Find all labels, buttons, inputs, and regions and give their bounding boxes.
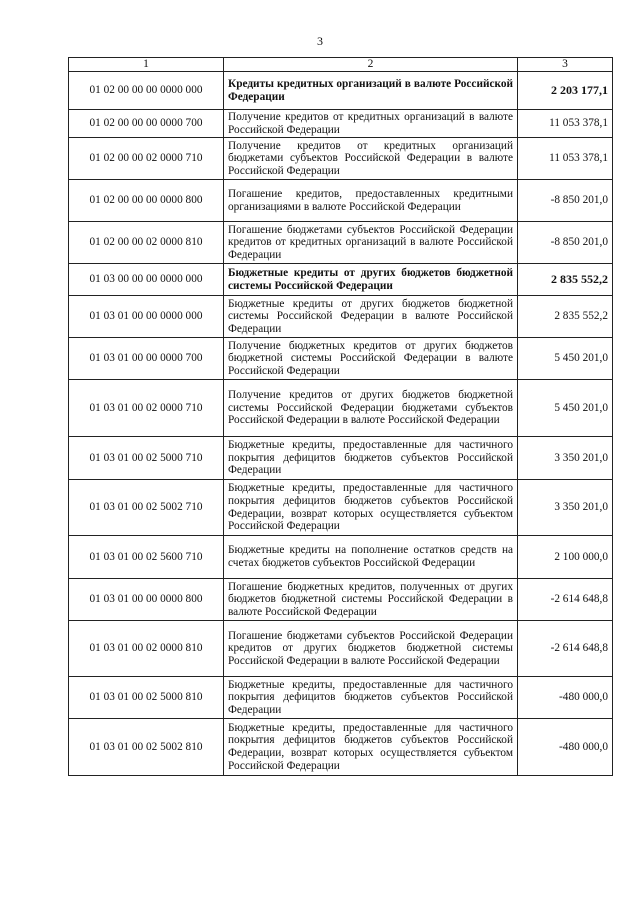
table-row xyxy=(69,222,613,264)
table-row xyxy=(69,264,613,296)
amount-cell: 11 053 378,1 xyxy=(518,110,613,138)
amount-cell: 2 835 552,2 xyxy=(518,296,613,338)
description-cell: Получение кредитов от других бюджетов бюджетной системы Российской Федерации бюджетами субъектов Российской Федерации в валюте Российской Федерации xyxy=(224,380,518,437)
amount-cell: 2 100 000,0 xyxy=(518,536,613,579)
amount-cell: 11 053 378,1 xyxy=(518,138,613,180)
table-row xyxy=(69,110,613,138)
budget-code-cell: 01 03 01 00 00 0000 000 xyxy=(69,296,224,338)
table-row xyxy=(69,338,613,380)
description-cell: Погашение бюджетами субъектов Российской Федерации кредитов от кредитных организаций в валюте Российской Федерации xyxy=(224,222,518,264)
table-row xyxy=(69,437,613,480)
amount-cell: -480 000,0 xyxy=(518,719,613,776)
amount-cell: -480 000,0 xyxy=(518,677,613,719)
table-row xyxy=(69,621,613,677)
table-row xyxy=(69,579,613,621)
description-cell: Погашение бюджетных кредитов, полученных от других бюджетов бюджетной системы Российской Федерации в валюте Российской Федерации xyxy=(224,579,518,621)
amount-cell: 3 350 201,0 xyxy=(518,437,613,480)
budget-code-cell: 01 03 01 00 00 0000 700 xyxy=(69,338,224,380)
budget-code-cell: 01 03 01 00 02 0000 710 xyxy=(69,380,224,437)
budget-code-cell: 01 03 00 00 00 0000 000 xyxy=(69,264,224,296)
header-col-3: 3 xyxy=(518,58,613,72)
amount-cell: -8 850 201,0 xyxy=(518,180,613,222)
budget-code-cell: 01 02 00 00 02 0000 810 xyxy=(69,222,224,264)
table-header xyxy=(69,58,613,72)
table-row xyxy=(69,380,613,437)
description-cell: Кредиты кредитных организаций в валюте Российской Федерации xyxy=(224,72,518,110)
amount-cell: -2 614 648,8 xyxy=(518,621,613,677)
description-cell: Получение бюджетных кредитов от других бюджетов бюджетной системы Российской Федерации в валюте Российской Федерации xyxy=(224,338,518,380)
amount-cell: 5 450 201,0 xyxy=(518,380,613,437)
description-cell: Бюджетные кредиты, предоставленные для частичного покрытия дефицитов бюджетов субъектов Российской Федерации, возврат которых осуществляется субъектом Российской Федерации xyxy=(224,719,518,776)
amount-cell: -8 850 201,0 xyxy=(518,222,613,264)
budget-code-cell: 01 02 00 00 02 0000 710 xyxy=(69,138,224,180)
amount-cell: -2 614 648,8 xyxy=(518,579,613,621)
table-row xyxy=(69,72,613,110)
table-row xyxy=(69,180,613,222)
amount-cell: 3 350 201,0 xyxy=(518,480,613,536)
description-cell: Получение кредитов от кредитных организаций бюджетами субъектов Российской Федерации в валюте Российской Федерации xyxy=(224,138,518,180)
budget-code-cell: 01 03 01 00 02 5000 810 xyxy=(69,677,224,719)
table-row xyxy=(69,138,613,180)
description-cell: Бюджетные кредиты от других бюджетов бюджетной системы Российской Федерации в валюте Российской Федерации xyxy=(224,296,518,338)
description-cell: Бюджетные кредиты, предоставленные для частичного покрытия дефицитов бюджетов субъектов Российской Федерации xyxy=(224,437,518,480)
table-row xyxy=(69,480,613,536)
table-row xyxy=(69,677,613,719)
header-col-2: 2 xyxy=(224,58,518,72)
description-cell: Бюджетные кредиты, предоставленные для частичного покрытия дефицитов бюджетов субъектов Российской Федерации, возврат которых осуществляется субъектом Российской Федерации xyxy=(224,480,518,536)
budget-code-cell: 01 03 01 00 02 5002 810 xyxy=(69,719,224,776)
budget-code-cell: 01 03 01 00 02 5002 710 xyxy=(69,480,224,536)
description-cell: Бюджетные кредиты на пополнение остатков средств на счетах бюджетов субъектов Российской Федерации xyxy=(224,536,518,579)
budget-code-cell: 01 03 01 00 02 5000 710 xyxy=(69,437,224,480)
budget-code-cell: 01 02 00 00 00 0000 800 xyxy=(69,180,224,222)
description-cell: Погашение бюджетами субъектов Российской Федерации кредитов от других бюджетов бюджетной системы Российской Федерации в валюте Российской Федерации xyxy=(224,621,518,677)
table-row xyxy=(69,296,613,338)
table-row xyxy=(69,719,613,776)
page-number: 3 xyxy=(317,34,323,48)
budget-code-cell: 01 03 01 00 02 5600 710 xyxy=(69,536,224,579)
budget-code-cell: 01 02 00 00 00 0000 000 xyxy=(69,72,224,110)
amount-cell: 2 835 552,2 xyxy=(518,264,613,296)
description-cell: Бюджетные кредиты от других бюджетов бюджетной системы Российской Федерации xyxy=(224,264,518,296)
budget-code-cell: 01 03 01 00 02 0000 810 xyxy=(69,621,224,677)
description-cell: Бюджетные кредиты, предоставленные для частичного покрытия дефицитов бюджетов субъектов Российской Федерации xyxy=(224,677,518,719)
amount-cell: 5 450 201,0 xyxy=(518,338,613,380)
table-row xyxy=(69,536,613,579)
description-cell: Получение кредитов от кредитных организаций в валюте Российской Федерации xyxy=(224,110,518,138)
amount-cell: 2 203 177,1 xyxy=(518,72,613,110)
budget-code-cell: 01 02 00 00 00 0000 700 xyxy=(69,110,224,138)
header-row xyxy=(69,58,613,72)
description-cell: Погашение кредитов, предоставленных кредитными организациями в валюте Российской Федерации xyxy=(224,180,518,222)
header-col-1: 1 xyxy=(69,58,224,72)
table-body xyxy=(69,72,613,776)
budget-sources-table xyxy=(68,57,613,776)
budget-code-cell: 01 03 01 00 00 0000 800 xyxy=(69,579,224,621)
